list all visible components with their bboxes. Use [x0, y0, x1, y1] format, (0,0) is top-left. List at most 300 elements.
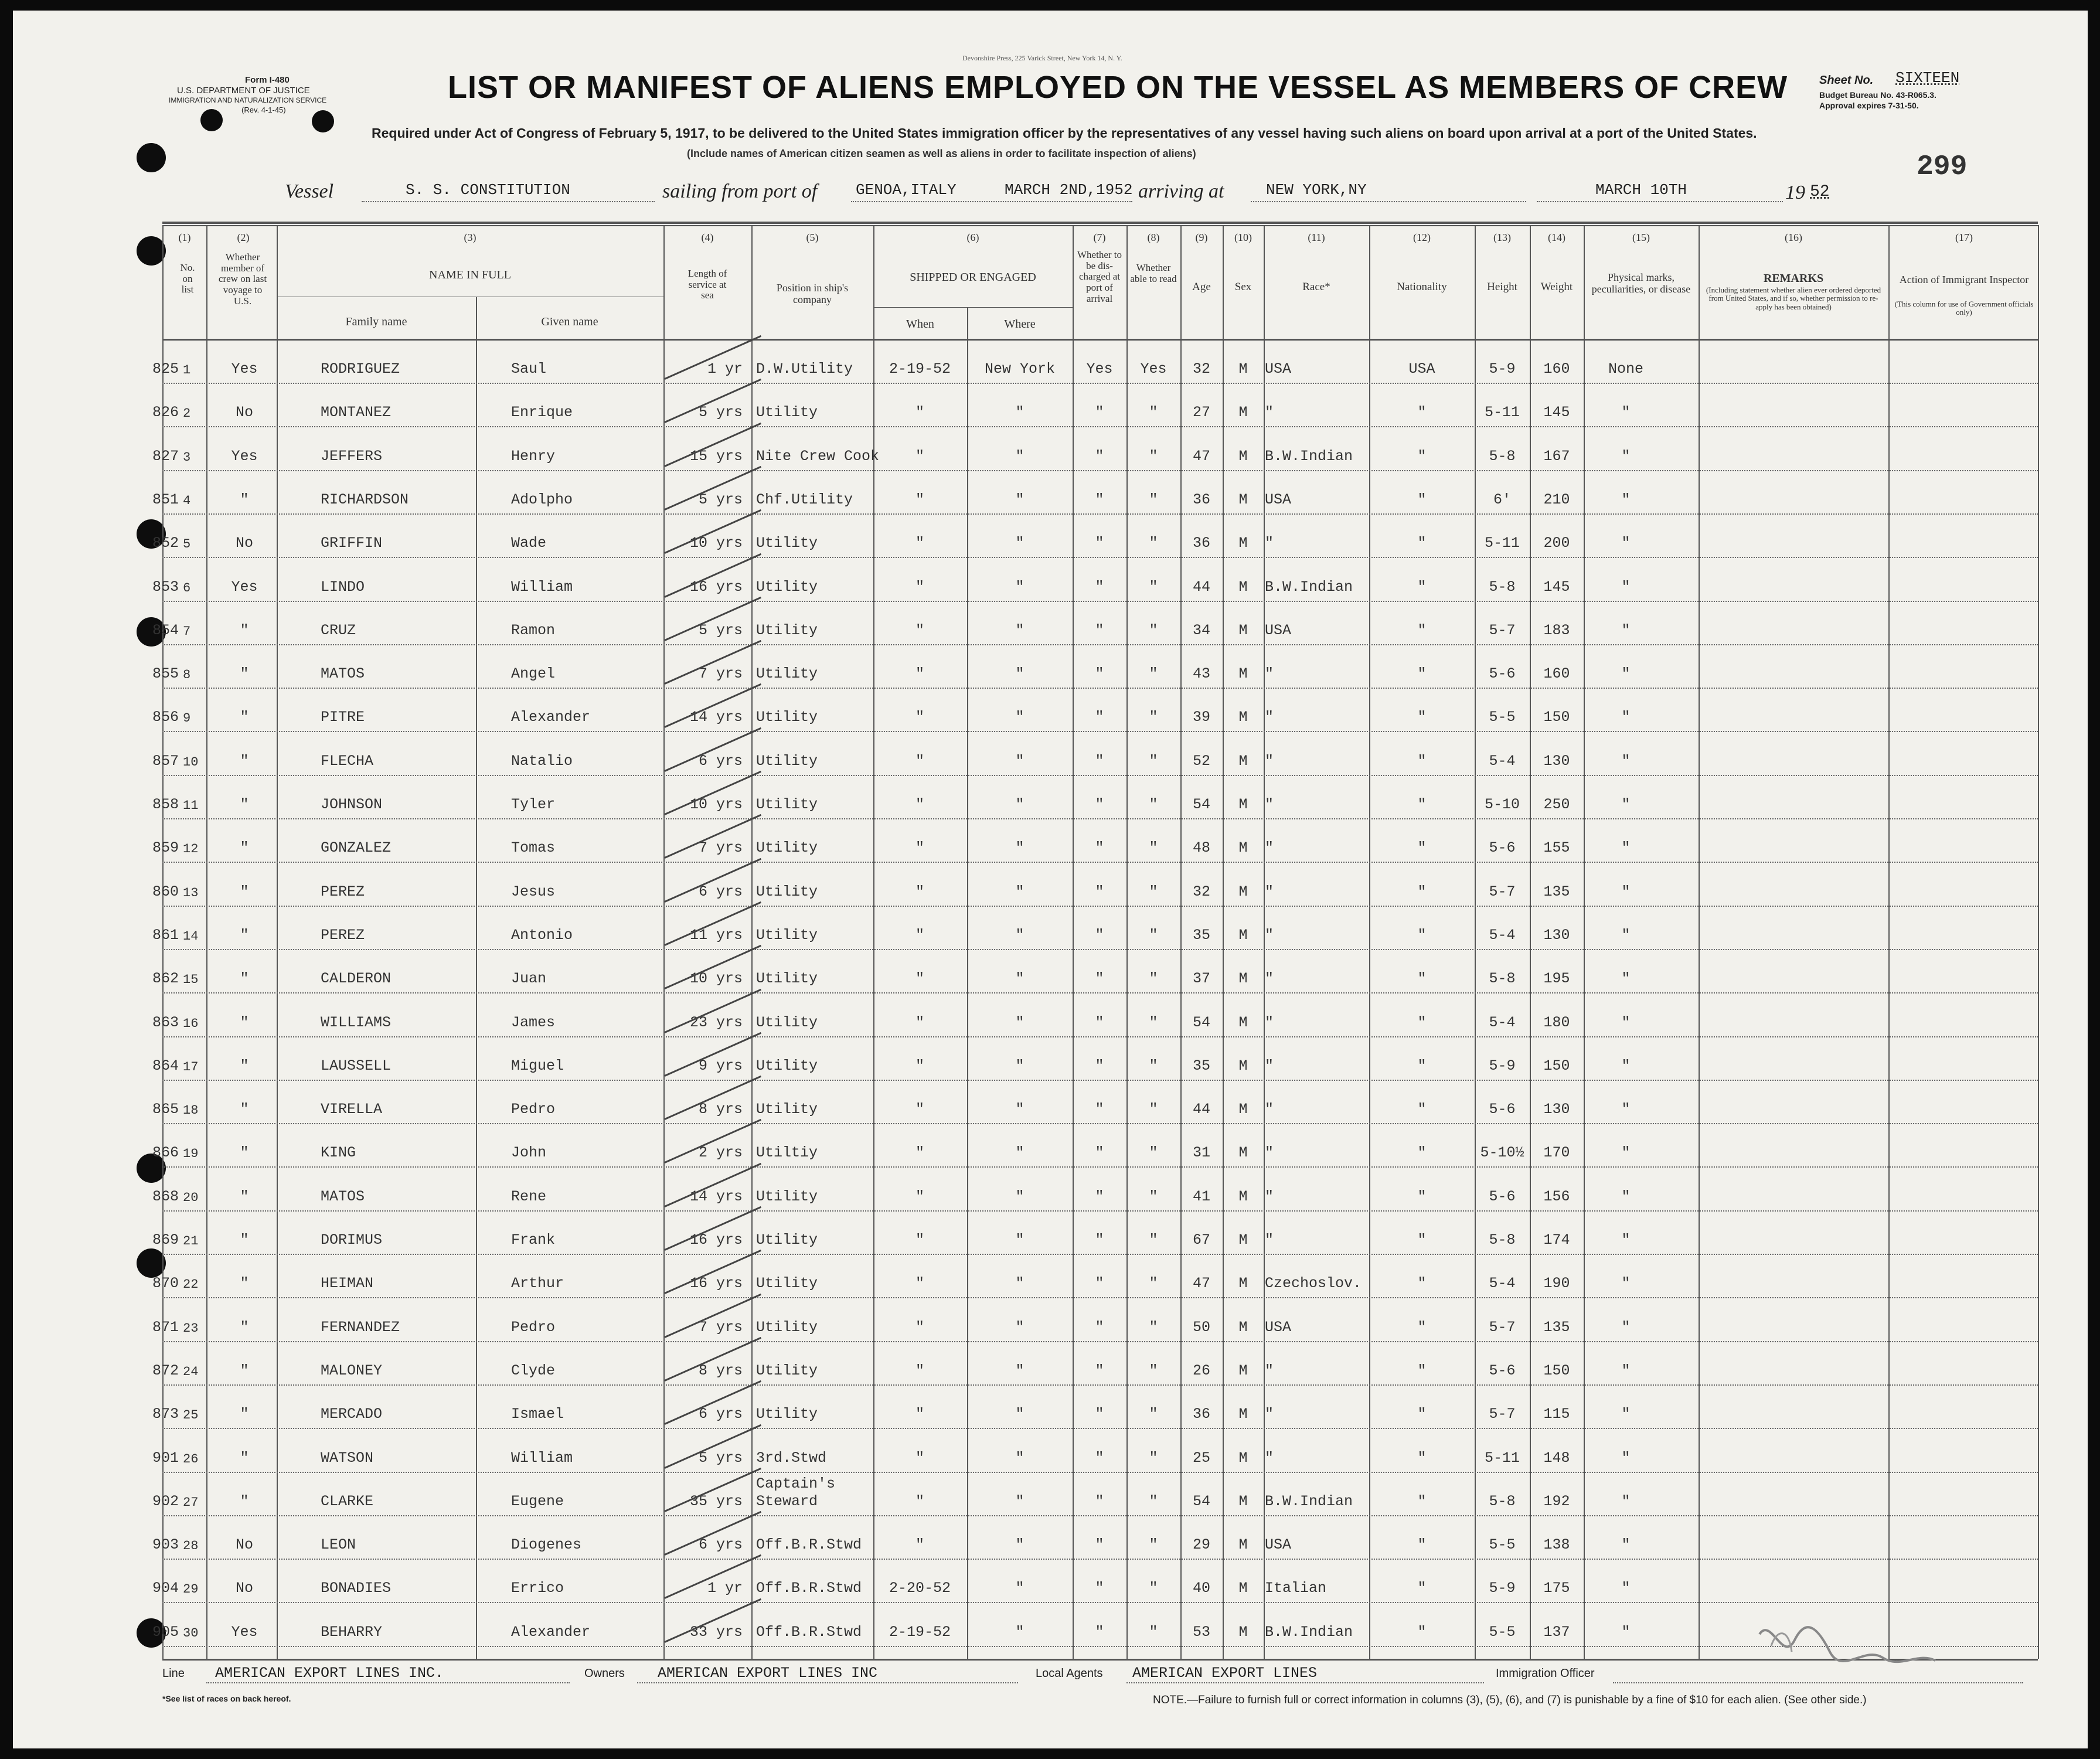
given-name-cell: Juan: [511, 970, 547, 987]
given-name-cell: Tomas: [511, 839, 556, 856]
service-length-cell: 1 yr: [707, 1580, 743, 1597]
service-length-cell: 14 yrs: [689, 1188, 743, 1205]
page-title: LIST OR MANIFEST OF ALIENS EMPLOYED ON THE VESSEL AS MEMBERS OF CREW: [448, 70, 1788, 105]
age-cell: 44: [1192, 579, 1210, 596]
col-position-num: (5): [806, 232, 819, 243]
height-cell: 5-10: [1484, 796, 1520, 813]
given-name-cell: Natalio: [511, 753, 573, 770]
weight-cell: 174: [1543, 1231, 1570, 1248]
physical-marks-cell: ": [1621, 579, 1631, 596]
list-number: 8: [183, 668, 191, 682]
physical-marks-cell: ": [1621, 404, 1631, 421]
sex-cell: M: [1238, 360, 1248, 377]
col-remarks-num: (16): [1785, 232, 1802, 243]
row-rule: [162, 557, 2038, 558]
service-length-cell: 7 yrs: [698, 1319, 743, 1336]
given-name-cell: James: [511, 1014, 556, 1031]
given-name-cell: Pedro: [511, 1319, 556, 1336]
shipped-when-cell: ": [915, 1101, 924, 1118]
weight-cell: 135: [1543, 1319, 1570, 1336]
physical-marks-cell: ": [1621, 448, 1631, 465]
family-name-cell: MERCADO: [321, 1406, 383, 1423]
able-to-read-cell: ": [1149, 1188, 1158, 1205]
shipped-where-cell: ": [1015, 927, 1025, 944]
sex-cell: M: [1238, 1319, 1248, 1336]
weight-cell: 195: [1543, 970, 1570, 987]
shipped-when-cell: ": [915, 1450, 924, 1467]
row-rule: [162, 1515, 2038, 1516]
height-cell: 5-6: [1489, 839, 1516, 856]
shipped-when-cell: ": [915, 448, 924, 465]
nationality-cell: ": [1417, 1580, 1427, 1597]
physical-marks-cell: ": [1621, 491, 1631, 508]
shipped-when-cell: ": [915, 1188, 924, 1205]
row-rule: [162, 1080, 2038, 1081]
age-cell: 53: [1192, 1624, 1210, 1641]
weight-cell: 130: [1543, 927, 1570, 944]
service-length-cell: 7 yrs: [698, 665, 743, 682]
position-cell: Chf.Utility: [756, 491, 853, 508]
row-rule: [162, 1036, 2038, 1037]
list-number: 25: [183, 1408, 199, 1423]
position-cell: 3rd.Stwd: [756, 1450, 827, 1467]
page-number: 859: [152, 839, 179, 856]
row-rule: [162, 601, 2038, 602]
list-number: 14: [183, 929, 199, 944]
family-name-cell: BEHARRY: [321, 1624, 383, 1641]
owners-name: AMERICAN EXPORT LINES INC: [658, 1665, 878, 1682]
service-length-cell: 16 yrs: [689, 579, 743, 596]
given-name-cell: Tyler: [511, 796, 556, 813]
given-name-cell: Angel: [511, 665, 556, 682]
weight-cell: 145: [1543, 579, 1570, 596]
discharge-cell: ": [1095, 579, 1104, 596]
col-weight-num: (14): [1548, 232, 1565, 243]
sex-cell: M: [1238, 1144, 1248, 1161]
required-statement: Required under Act of Congress of February 5, 1917, to be delivered to the United States immigration officer by the representatives of any vessel having such aliens on board upon arrival at a port of the United States.: [372, 125, 1757, 141]
shipped-when-cell: ": [915, 839, 924, 856]
race-cell: ": [1265, 753, 1274, 770]
discharge-cell: ": [1095, 1406, 1104, 1423]
age-cell: 36: [1192, 535, 1210, 552]
list-number: 10: [183, 755, 199, 770]
family-name-cell: VIRELLA: [321, 1101, 383, 1118]
race-cell: ": [1265, 1188, 1274, 1205]
position-cell: Utility: [756, 839, 818, 856]
row-rule: [162, 862, 2038, 863]
given-name-cell: Adolpho: [511, 491, 573, 508]
discharge-cell: ": [1095, 1014, 1104, 1031]
physical-marks-cell: ": [1621, 753, 1631, 770]
able-to-read-cell: ": [1149, 1275, 1158, 1292]
service-length-cell: 6 yrs: [698, 1406, 743, 1423]
sheet-label: Sheet No.: [1819, 74, 1874, 87]
page-number: 852: [152, 535, 179, 552]
row-rule: [162, 1123, 2038, 1124]
sex-cell: M: [1238, 1057, 1248, 1074]
physical-marks-cell: ": [1621, 796, 1631, 813]
sex-cell: M: [1238, 753, 1248, 770]
list-number: 1: [183, 363, 191, 377]
service-length-cell: 15 yrs: [689, 448, 743, 465]
page-number: 856: [152, 709, 179, 726]
weight-cell: 250: [1543, 796, 1570, 813]
given-name-cell: Errico: [511, 1580, 564, 1597]
penalty-note: NOTE.—Failure to furnish full or correct information in columns (3), (5), (6), and (7) is punishable by a fine of $10 for each alien. (See other side.): [1153, 1694, 1867, 1706]
col-shipped-num: (6): [966, 232, 979, 243]
height-cell: 5-11: [1484, 1450, 1520, 1467]
discharge-cell: ": [1095, 1450, 1104, 1467]
col-age-num: (9): [1195, 232, 1208, 243]
sex-cell: M: [1238, 1493, 1248, 1510]
punch-hole: [200, 109, 223, 131]
row-rule: [162, 1297, 2038, 1298]
race-cell: ": [1265, 535, 1274, 552]
shipped-when-cell: ": [915, 1014, 924, 1031]
race-cell: Italian: [1265, 1580, 1327, 1597]
race-cell: ": [1265, 665, 1274, 682]
shipped-when-cell: ": [915, 709, 924, 726]
physical-marks-cell: ": [1621, 1406, 1631, 1423]
row-rule: [162, 1341, 2038, 1342]
height-cell: 5-8: [1489, 579, 1516, 596]
last-voyage-cell: ": [240, 1362, 249, 1379]
race-cell: ": [1265, 1231, 1274, 1248]
manifest-sheet: [13, 11, 2088, 1748]
page-number: 861: [152, 927, 179, 944]
service-length-cell: 16 yrs: [689, 1275, 743, 1292]
column-rule: [2038, 225, 2039, 1659]
list-number: 22: [183, 1277, 199, 1292]
weight-cell: 200: [1543, 535, 1570, 552]
weight-cell: 150: [1543, 709, 1570, 726]
page-number: 857: [152, 753, 179, 770]
page-number: 866: [152, 1144, 179, 1161]
nationality-cell: ": [1417, 1144, 1427, 1161]
last-voyage-cell: ": [240, 970, 249, 987]
page-number: 868: [152, 1188, 179, 1205]
last-voyage-cell: ": [240, 1057, 249, 1074]
age-cell: 39: [1192, 709, 1210, 726]
race-cell: ": [1265, 970, 1274, 987]
able-to-read-cell: ": [1149, 404, 1158, 421]
age-cell: 26: [1192, 1362, 1210, 1379]
nationality-cell: ": [1417, 448, 1427, 465]
sex-cell: M: [1238, 1406, 1248, 1423]
page-number: 902: [152, 1493, 179, 1510]
page-number: 854: [152, 622, 179, 639]
list-number: 2: [183, 406, 191, 421]
physical-marks-cell: ": [1621, 1624, 1631, 1641]
shipped-when-cell: ": [915, 404, 924, 421]
shipped-when-cell: ": [915, 1275, 924, 1292]
list-number: 11: [183, 798, 199, 813]
page-number: 825: [152, 360, 179, 377]
age-cell: 52: [1192, 753, 1210, 770]
height-cell: 5-4: [1489, 753, 1516, 770]
height-cell: 5-7: [1489, 1319, 1516, 1336]
col-no-header: No. on list: [180, 262, 195, 295]
able-to-read-cell: ": [1149, 796, 1158, 813]
shipped-where-cell: ": [1015, 1580, 1025, 1597]
col-nationality-header: Nationality: [1397, 281, 1447, 293]
col-where-header: Where: [1004, 318, 1036, 331]
weight-cell: 156: [1543, 1188, 1570, 1205]
col-action-num: (17): [1955, 232, 1973, 243]
page-number: 863: [152, 1014, 179, 1031]
family-name-cell: RICHARDSON: [321, 491, 409, 508]
physical-marks-cell: ": [1621, 1057, 1631, 1074]
family-name-cell: JOHNSON: [321, 796, 383, 813]
officer-label: Immigration Officer: [1496, 1667, 1595, 1680]
date-from: MARCH 2ND,1952: [1005, 181, 1133, 199]
col-race-num: (11): [1308, 232, 1325, 243]
discharge-cell: ": [1095, 1188, 1104, 1205]
shipped-where-cell: ": [1015, 1014, 1025, 1031]
able-to-read-cell: ": [1149, 1231, 1158, 1248]
col-given-header: Given name: [541, 315, 598, 328]
row-rule: [162, 818, 2038, 819]
race-cell: ": [1265, 709, 1274, 726]
discharge-cell: ": [1095, 535, 1104, 552]
family-name-cell: WATSON: [321, 1450, 374, 1467]
age-cell: 29: [1192, 1536, 1210, 1553]
weight-cell: 183: [1543, 622, 1570, 639]
col-no-num: (1): [178, 232, 191, 243]
race-cell: B.W.Indian: [1265, 1624, 1353, 1641]
column-rule: [476, 297, 477, 1659]
list-number: 27: [183, 1495, 199, 1510]
last-voyage-cell: ": [240, 709, 249, 726]
list-number: 24: [183, 1365, 199, 1379]
department: U.S. DEPARTMENT OF JUSTICE: [177, 86, 310, 96]
nationality-cell: ": [1417, 404, 1427, 421]
nationality-cell: ": [1417, 1362, 1427, 1379]
sex-cell: M: [1238, 1450, 1248, 1467]
height-cell: 5-9: [1489, 1057, 1516, 1074]
shipped-where-cell: ": [1015, 839, 1025, 856]
last-voyage-cell: No: [235, 1536, 253, 1553]
race-cell: B.W.Indian: [1265, 579, 1353, 596]
form-revision: (Rev. 4-1-45): [241, 106, 286, 114]
shipped-where-cell: ": [1015, 535, 1025, 552]
sex-cell: M: [1238, 1624, 1248, 1641]
position-cell: Utility: [756, 665, 818, 682]
family-name-cell: PITRE: [321, 709, 365, 726]
row-rule: [162, 1559, 2038, 1560]
shipped-where-cell: ": [1015, 491, 1025, 508]
nationality-cell: ": [1417, 665, 1427, 682]
punch-hole: [137, 1248, 166, 1278]
able-to-read-cell: ": [1149, 1536, 1158, 1553]
given-name-cell: Wade: [511, 535, 547, 552]
col-discharge-num: (7): [1093, 232, 1106, 243]
shipped-when-cell: ": [915, 1319, 924, 1336]
vessel-name: S. S. CONSTITUTION: [406, 181, 570, 199]
position-cell: Utility: [756, 1275, 818, 1292]
last-voyage-cell: ": [240, 622, 249, 639]
position-cell: Utility: [756, 579, 818, 596]
list-number: 13: [183, 886, 199, 900]
sex-cell: M: [1238, 1536, 1248, 1553]
height-cell: 5-5: [1489, 1624, 1516, 1641]
list-number: 30: [183, 1626, 199, 1641]
able-to-read-cell: ": [1149, 1101, 1158, 1118]
stamp-number: 299: [1917, 151, 1968, 183]
service-length-cell: 6 yrs: [698, 753, 743, 770]
shipped-when-cell: 2-19-52: [889, 360, 951, 377]
page-number: 871: [152, 1319, 179, 1336]
column-rule: [206, 225, 207, 1659]
sex-cell: M: [1238, 1362, 1248, 1379]
height-cell: 5-8: [1489, 970, 1516, 987]
physical-marks-cell: ": [1621, 665, 1631, 682]
service-length-cell: 14 yrs: [689, 709, 743, 726]
col-marks-num: (15): [1632, 232, 1650, 243]
physical-marks-cell: ": [1621, 1188, 1631, 1205]
col-family-header: Family name: [345, 315, 407, 328]
discharge-cell: ": [1095, 1536, 1104, 1553]
page-number: 865: [152, 1101, 179, 1118]
able-to-read-cell: ": [1149, 1624, 1158, 1641]
nationality-cell: ": [1417, 1319, 1427, 1336]
shipped-when-cell: ": [915, 1144, 924, 1161]
column-rule: [277, 225, 278, 1659]
last-voyage-cell: No: [235, 535, 253, 552]
nationality-cell: ": [1417, 1188, 1427, 1205]
weight-cell: 115: [1543, 1406, 1570, 1423]
port-from: GENOA,ITALY: [856, 181, 957, 199]
include-note: (Include names of American citizen seamen as well as aliens in order to facilitate inspection of aliens): [687, 148, 1196, 159]
column-rule: [751, 225, 753, 1659]
height-cell: 5-6: [1489, 1362, 1516, 1379]
height-cell: 5-8: [1489, 448, 1516, 465]
last-voyage-cell: ": [240, 491, 249, 508]
position-cell: Utility: [756, 622, 818, 639]
physical-marks-cell: ": [1621, 1493, 1631, 1510]
port-to: NEW YORK,NY: [1266, 181, 1367, 199]
column-rule: [1699, 225, 1700, 1659]
age-cell: 54: [1192, 1014, 1210, 1031]
shipped-where-cell: ": [1015, 1057, 1025, 1074]
shipped-where-cell: ": [1015, 796, 1025, 813]
sex-cell: M: [1238, 1188, 1248, 1205]
service-length-cell: 8 yrs: [698, 1362, 743, 1379]
last-voyage-cell: ": [240, 883, 249, 900]
shipped-where-cell: ": [1015, 1231, 1025, 1248]
given-name-cell: Rene: [511, 1188, 547, 1205]
line-label: Line: [162, 1667, 185, 1680]
owners-label: Owners: [584, 1667, 625, 1680]
col-service-num: (4): [701, 232, 714, 243]
discharge-cell: ": [1095, 448, 1104, 465]
service-length-cell: 11 yrs: [689, 927, 743, 944]
service-length-cell: 10 yrs: [689, 970, 743, 987]
position-cell: Utility: [756, 1319, 818, 1336]
list-number: 6: [183, 581, 191, 596]
col-read-header: Whether able to read: [1130, 262, 1177, 284]
physical-marks-cell: ": [1621, 1231, 1631, 1248]
col-last-header: Whether member of crew on last voyage to U.S.: [218, 251, 267, 307]
service-length-cell: 10 yrs: [689, 796, 743, 813]
race-cell: B.W.Indian: [1265, 1493, 1353, 1510]
given-name-cell: Ismael: [511, 1406, 564, 1423]
sex-cell: M: [1238, 665, 1248, 682]
family-name-cell: HEIMAN: [321, 1275, 374, 1292]
list-number: 19: [183, 1146, 199, 1161]
discharge-cell: ": [1095, 796, 1104, 813]
position-cell: Utility: [756, 753, 818, 770]
able-to-read-cell: ": [1149, 1493, 1158, 1510]
service-length-cell: 6 yrs: [698, 1536, 743, 1553]
age-cell: 44: [1192, 1101, 1210, 1118]
form-number: Form I-480: [245, 75, 290, 85]
last-voyage-cell: ": [240, 1231, 249, 1248]
approval-expiry: Approval expires 7-31-50.: [1819, 101, 1919, 110]
punch-hole: [137, 236, 166, 266]
family-name-cell: BONADIES: [321, 1580, 392, 1597]
col-position-header: Position in ship's company: [776, 282, 849, 305]
weight-cell: 160: [1543, 360, 1570, 377]
able-to-read-cell: ": [1149, 753, 1158, 770]
race-cell: ": [1265, 1406, 1274, 1423]
race-cell: USA: [1265, 622, 1292, 639]
position-cell: Off.B.R.Stwd: [756, 1580, 862, 1597]
shipped-where-cell: ": [1015, 1624, 1025, 1641]
physical-marks-cell: ": [1621, 1319, 1631, 1336]
service-length-cell: 5 yrs: [698, 1450, 743, 1467]
year: 52: [1810, 183, 1830, 201]
nationality-cell: ": [1417, 1231, 1427, 1248]
age-cell: 27: [1192, 404, 1210, 421]
nationality-cell: ": [1417, 1536, 1427, 1553]
family-name-cell: LAUSSELL: [321, 1057, 392, 1074]
family-name-cell: MATOS: [321, 1188, 365, 1205]
able-to-read-cell: ": [1149, 491, 1158, 508]
nationality-cell: ": [1417, 491, 1427, 508]
able-to-read-cell: ": [1149, 1057, 1158, 1074]
service-length-cell: 5 yrs: [698, 491, 743, 508]
last-voyage-cell: ": [240, 1406, 249, 1423]
weight-cell: 210: [1543, 491, 1570, 508]
race-cell: ": [1265, 796, 1274, 813]
list-number: 29: [183, 1582, 199, 1597]
vessel-label: Vessel: [285, 181, 334, 202]
weight-cell: 150: [1543, 1362, 1570, 1379]
shipped-when-cell: ": [915, 1231, 924, 1248]
col-sex-num: (10): [1234, 232, 1252, 243]
race-cell: ": [1265, 1057, 1274, 1074]
family-name-cell: PEREZ: [321, 927, 365, 944]
shipped-when-cell: ": [915, 665, 924, 682]
position-cell: Utility: [756, 1188, 818, 1205]
nationality-cell: ": [1417, 970, 1427, 987]
inspector-signature: [1748, 1611, 1947, 1681]
last-voyage-cell: ": [240, 839, 249, 856]
shipped-where-cell: New York: [984, 360, 1056, 377]
col-read-num: (8): [1147, 232, 1160, 243]
sex-cell: M: [1238, 579, 1248, 596]
height-cell: 5-6: [1489, 1101, 1516, 1118]
given-name-cell: Pedro: [511, 1101, 556, 1118]
able-to-read-cell: ": [1149, 1580, 1158, 1597]
agents-label: Local Agents: [1036, 1667, 1103, 1680]
list-number: 5: [183, 537, 191, 552]
sex-cell: M: [1238, 404, 1248, 421]
given-name-cell: Arthur: [511, 1275, 564, 1292]
shipped-where-cell: ": [1015, 970, 1025, 987]
shipped-when-cell: ": [915, 1362, 924, 1379]
